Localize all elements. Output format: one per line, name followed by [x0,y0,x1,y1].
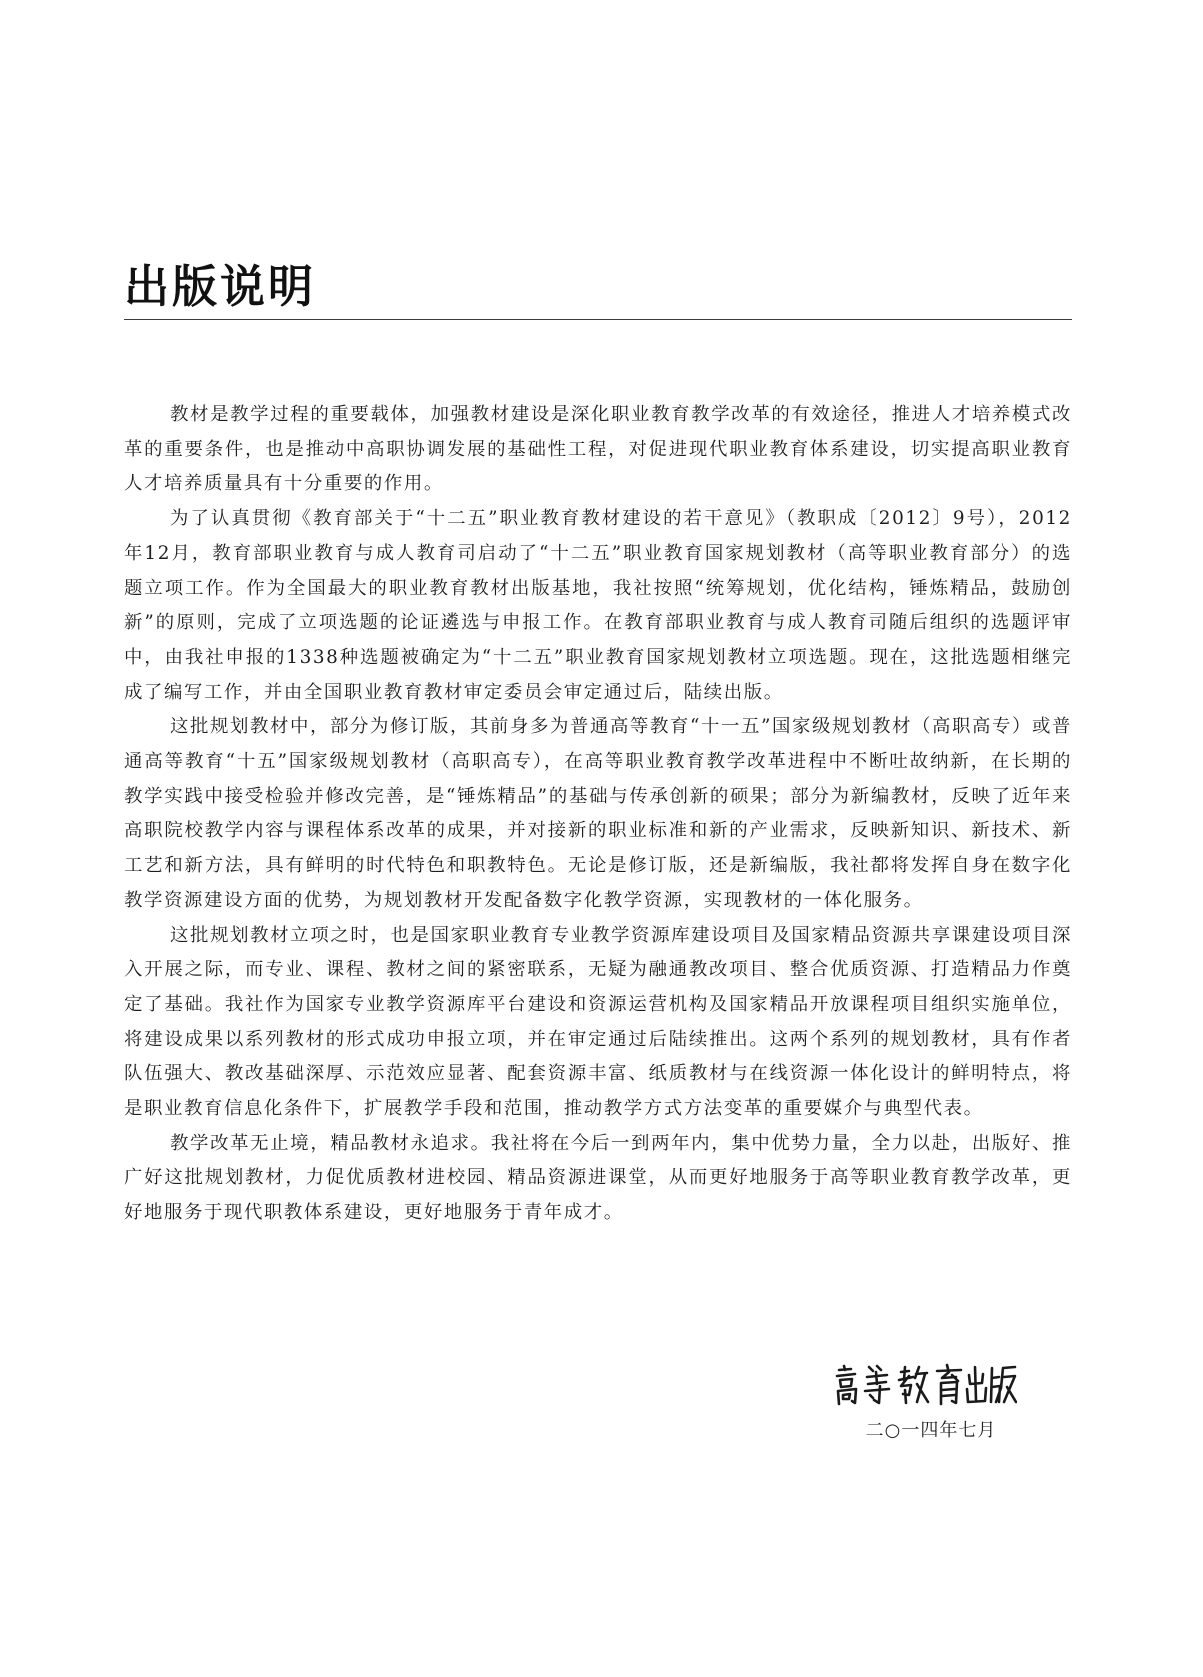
title-divider [124,319,1072,320]
paragraph: 为了认真贯彻《教育部关于“十二五”职业教育教材建设的若干意见》（教职成〔2012〕9号），2012年12月，教育部职业教育与成人教育司启动了“十二五”职业教育国家规划教材（高等职业教育部分）的选题立项工作。作为全国最大的职业教育教材出版基地，我社按照“统筹规划，优化结构，锤炼精品，鼓励创新”的原则，完成了立项选题的论证遴选与申报工作。在教育部职业教育与成人教育司随后组织的选题评审中，由我社申报的1338种选题被确定为“十二五”职业教育国家规划教材立项选题。现在，这批选题相继完成了编写工作，并由全国职业教育教材审定委员会审定通过后，陆续出版。 [124,508,1072,703]
paragraph: 这批规划教材立项之时，也是国家职业教育专业教学资源库建设项目及国家精品资源共享课建设项目深入开展之际，而专业、课程、教材之间的紧密联系，无疑为融通教改项目、整合优质资源、打造精品力作奠定了基础。我社作为国家专业教学资源库平台建设和资源运营机构及国家精品开放课程项目组织实施单位，将建设成果以系列教材的形式成功申报立项，并在审定通过后陆续推出。这两个系列的规划教材，具有作者队伍强大、教改基础深厚、示范效应显著、配套资源丰富、纸质教材与在线资源一体化设计的鲜明特点，将是职业教育信息化条件下，扩展教学手段和范围，推动教学方式方法变革的重要媒介与典型代表。 [124,924,1072,1120]
signoff [813,1362,1033,1446]
page-title: 出版说明 [124,260,317,313]
paragraph: 这批规划教材中，部分为修订版，其前身多为普通高等教育“十一五”国家级规划教材（高职高专）或普通高等教育“十五”国家级规划教材（高职高专），在高等职业教育教学改革进程中不断吐故纳新，在长期的教学实践中接受检验并修改完善，是“锤炼精品”的基础与传承创新的硕果；部分为新编教材，反映了近年来高职院校教学内容与课程体系改革的成果，并对接新的职业标准和新的产业需求，反映新知识、新技术、新工艺和新方法，具有鲜明的时代特色和职教特色。无论是修订版，还是新编版，我社都将发挥自身在数字化教学资源建设方面的优势，为规划教材开发配备数字化教学资源，实现教材的一体化服务。 [124,716,1072,911]
paragraph: 教学改革无止境，精品教材永追求。我社将在今后一到两年内，集中优势力量，全力以赴，出版好、推广好这批规划教材，力促优质教材进校园、精品资源进课堂，从而更好地服务于高等职业教育教学改革，更好地服务于现代职教体系建设，更好地服务于青年成才。 [124,1132,1072,1224]
publication-date: 二○一四年七月 [865,1420,997,1441]
publisher-calligraphy-logo [829,1362,1017,1408]
paragraph: 教材是教学过程的重要载体，加强教材建设是深化职业教育教学改革的有效途径，推进人才培养模式改革的重要条件，也是推动中高职协调发展的基础性工程，对促进现代职业教育体系建设，切实提高职业教育人才培养质量具有十分重要的作用。 [124,404,1072,495]
body-text [124,398,1072,1231]
